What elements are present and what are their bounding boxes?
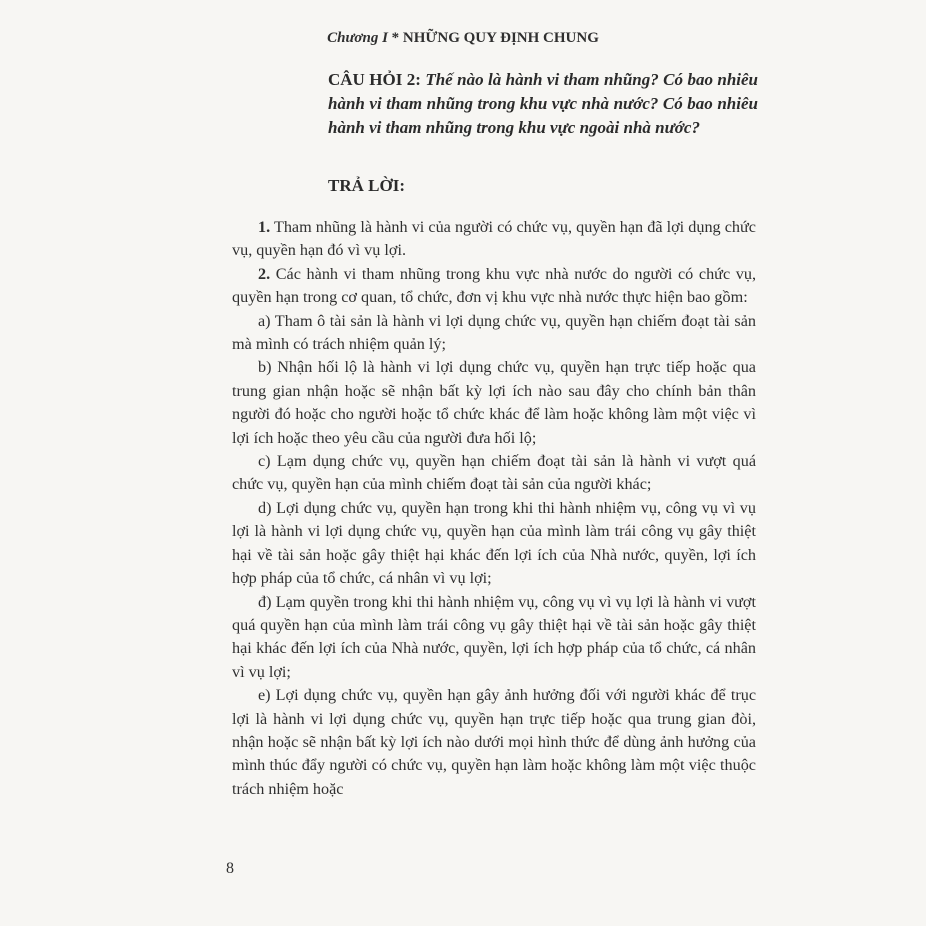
question-label: CÂU HỎI 2:: [328, 70, 421, 89]
paragraph-item-dd: đ) Lạm quyền trong khi thi hành nhiệm vụ, công vụ vì vụ lợi là hành vi vượt quá quyền hạn của mình làm trái công vụ gây thiệt hại về tài sản hoặc gây thiệt hại khác đến lợi ích của Nhà nước, quyền, lợi ích hợp pháp của tổ chức, cá nhân vì vụ lợi;: [232, 592, 756, 681]
paragraph-item-e: e) Lợi dụng chức vụ, quyền hạn gây ảnh hưởng đối với người khác để trục lợi là hành vi lợi dụng chức vụ, quyền hạn trực tiếp hoặc qua trung gian đòi, nhận hoặc sẽ nhận bất kỳ lợi ích nào dưới mọi hình thức để dùng ảnh hưởng của mình thúc đẩy người có chức vụ, quyền hạn làm hoặc không làm một việc thuộc trách nhiệm hoặc: [232, 686, 756, 798]
answer-label: TRẢ LỜI:: [328, 176, 405, 195]
running-header: [0, 30, 926, 47]
paragraph-number: 2.: [258, 264, 271, 283]
paragraph-number: 1.: [258, 218, 271, 236]
chapter-title: NHỮNG QUY ĐỊNH CHUNG: [402, 30, 599, 46]
paragraph-text: Tham nhũng là hành vi của người có chức vụ, quyền hạn đã lợi dụng chức vụ, quyền hạn đó vì vụ lợi.: [232, 218, 756, 260]
question-text: Thế nào là hành vi tham nhũng? Có bao nhiêu hành vi tham nhũng trong khu vực nhà nước? Có bao nhiêu hành vi tham nhũng trong khu vực ngoài nhà nước?: [328, 70, 758, 137]
paragraph-item-b: b) Nhận hối lộ là hành vi lợi dụng chức vụ, quyền hạn trực tiếp hoặc qua trung gian nhận hoặc sẽ nhận bất kỳ lợi ích nào sau đây cho chính bản thân người đó hoặc cho người hoặc tổ chức khác để làm hoặc không làm một việc vì lợi ích hoặc theo yêu cầu của người đưa hối lộ;: [232, 358, 756, 447]
paragraph-1: [232, 216, 756, 263]
paragraph-2: [232, 263, 756, 310]
question-block: [328, 68, 758, 140]
header-separator: *: [387, 30, 403, 46]
page-number: 8: [226, 860, 234, 877]
answer-body: [232, 216, 756, 801]
paragraph-text: Các hành vi tham nhũng trong khu vực nhà nước do người có chức vụ, quyền hạn trong cơ quan, tổ chức, đơn vị khu vực nhà nước thực hiện bao gồm:: [232, 264, 756, 307]
paragraph-item-a: a) Tham ô tài sản là hành vi lợi dụng chức vụ, quyền hạn chiếm đoạt tài sản mà mình có trách nhiệm quản lý;: [232, 311, 756, 354]
chapter-label: Chương I: [327, 30, 388, 46]
paragraph-item-d: d) Lợi dụng chức vụ, quyền hạn trong khi thi hành nhiệm vụ, công vụ vì vụ lợi là hành vi lợi dụng chức vụ, quyền hạn của mình làm trái công vụ gây thiệt hại về tài sản hoặc gây thiệt hại khác đến lợi ích của Nhà nước, quyền, lợi ích hợp pháp của tổ chức, cá nhân vì vụ lợi;: [232, 498, 756, 588]
paragraph-item-c: c) Lạm dụng chức vụ, quyền hạn chiếm đoạt tài sản là hành vi vượt quá chức vụ, quyền hạn của mình chiếm đoạt tài sản của người khác;: [232, 452, 756, 494]
